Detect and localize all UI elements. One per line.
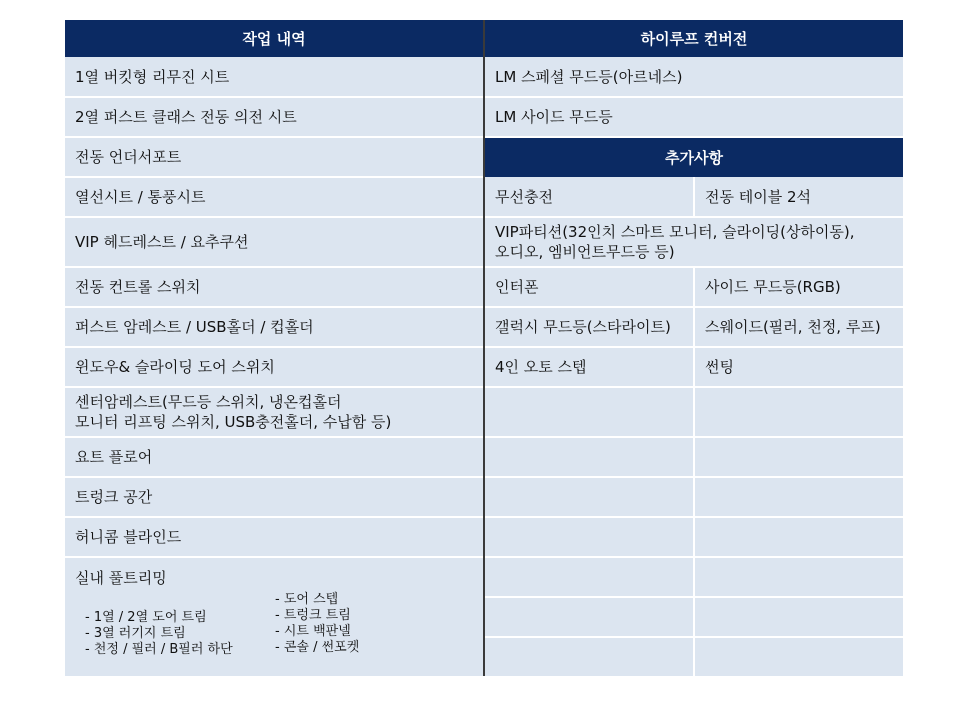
row-divider xyxy=(65,176,483,178)
side-rgb-mood-light: 사이드 무드등(RGB) xyxy=(695,267,903,307)
left-row: 센터암레스트(무드등 스위치, 냉온컵홀더 모니터 리프팅 스위치, USB충전홀더, 수납함 등) xyxy=(65,387,483,437)
lm-side-mood-light: LM 사이드 무드등 xyxy=(485,97,903,137)
interior-trimming-cell xyxy=(65,557,483,676)
power-table: 전동 테이블 2석 xyxy=(695,177,903,217)
left-header: 작업 내역 xyxy=(65,20,483,57)
empty-cell xyxy=(695,477,903,517)
tinting: 썬팅 xyxy=(695,347,903,387)
left-row: 트렁크 공간 xyxy=(65,477,483,517)
vip-partition: VIP파티션(32인치 스마트 모니터, 슬라이딩(상하이동), 오디오, 엠비언트무드등 등) xyxy=(485,217,903,267)
intercom: 인터폰 xyxy=(485,267,693,307)
trim-item: - 3열 러기지 트림 xyxy=(85,626,186,641)
empty-cell xyxy=(695,557,903,597)
empty-cell xyxy=(485,557,693,597)
left-row: VIP 헤드레스트 / 요추쿠션 xyxy=(65,217,483,267)
trim-list-col2 xyxy=(275,592,359,656)
left-row: 2열 퍼스트 클래스 전동 의전 시트 xyxy=(65,97,483,137)
empty-cell xyxy=(485,387,693,437)
col-divider xyxy=(693,267,695,676)
left-row: 전동 언더서포트 xyxy=(65,137,483,177)
trim-item: - 트렁크 트림 xyxy=(275,608,351,623)
trim-list-col1 xyxy=(85,610,233,658)
empty-cell xyxy=(485,477,693,517)
lm-special-mood-light: LM 스페셜 무드등(아르네스) xyxy=(485,57,903,97)
empty-cell xyxy=(485,437,693,477)
left-row: 요트 플로어 xyxy=(65,437,483,477)
empty-cell xyxy=(695,597,903,637)
trim-item: - 콘솔 / 썬포켓 xyxy=(275,640,360,655)
left-row: 허니콤 블라인드 xyxy=(65,517,483,557)
empty-cell xyxy=(485,517,693,557)
empty-cell xyxy=(695,387,903,437)
empty-cell xyxy=(485,637,693,676)
trim-item: - 1열 / 2열 도어 트림 xyxy=(85,610,207,625)
left-row: 전동 컨트롤 스위치 xyxy=(65,267,483,307)
wireless-charging: 무선충전 xyxy=(485,177,693,217)
left-row: 1열 버킷형 리무진 시트 xyxy=(65,57,483,97)
left-row: 윈도우& 슬라이딩 도어 스위치 xyxy=(65,347,483,387)
col-divider xyxy=(693,177,695,217)
extras-header: 추가사항 xyxy=(485,137,903,177)
empty-cell xyxy=(485,597,693,637)
left-row: 퍼스트 암레스트 / USB홀더 / 컵홀더 xyxy=(65,307,483,347)
trim-item: - 시트 백판넬 xyxy=(275,624,351,639)
trim-item: - 천정 / 필러 / B필러 하단 xyxy=(85,642,233,657)
empty-cell xyxy=(695,637,903,676)
empty-cell xyxy=(695,517,903,557)
left-row: 열선시트 / 통풍시트 xyxy=(65,177,483,217)
center-divider xyxy=(483,20,485,676)
work-details-table xyxy=(65,20,903,676)
auto-step: 4인 오토 스텝 xyxy=(485,347,693,387)
empty-cell xyxy=(695,437,903,477)
right-header: 하이루프 컨버전 xyxy=(485,20,903,57)
trim-item: - 도어 스텝 xyxy=(275,592,339,607)
galaxy-mood-light: 갤럭시 무드등(스타라이트) xyxy=(485,307,693,347)
interior-trimming-title: 실내 풀트리밍 xyxy=(75,569,167,587)
suede: 스웨이드(필러, 천정, 루프) xyxy=(695,307,903,347)
